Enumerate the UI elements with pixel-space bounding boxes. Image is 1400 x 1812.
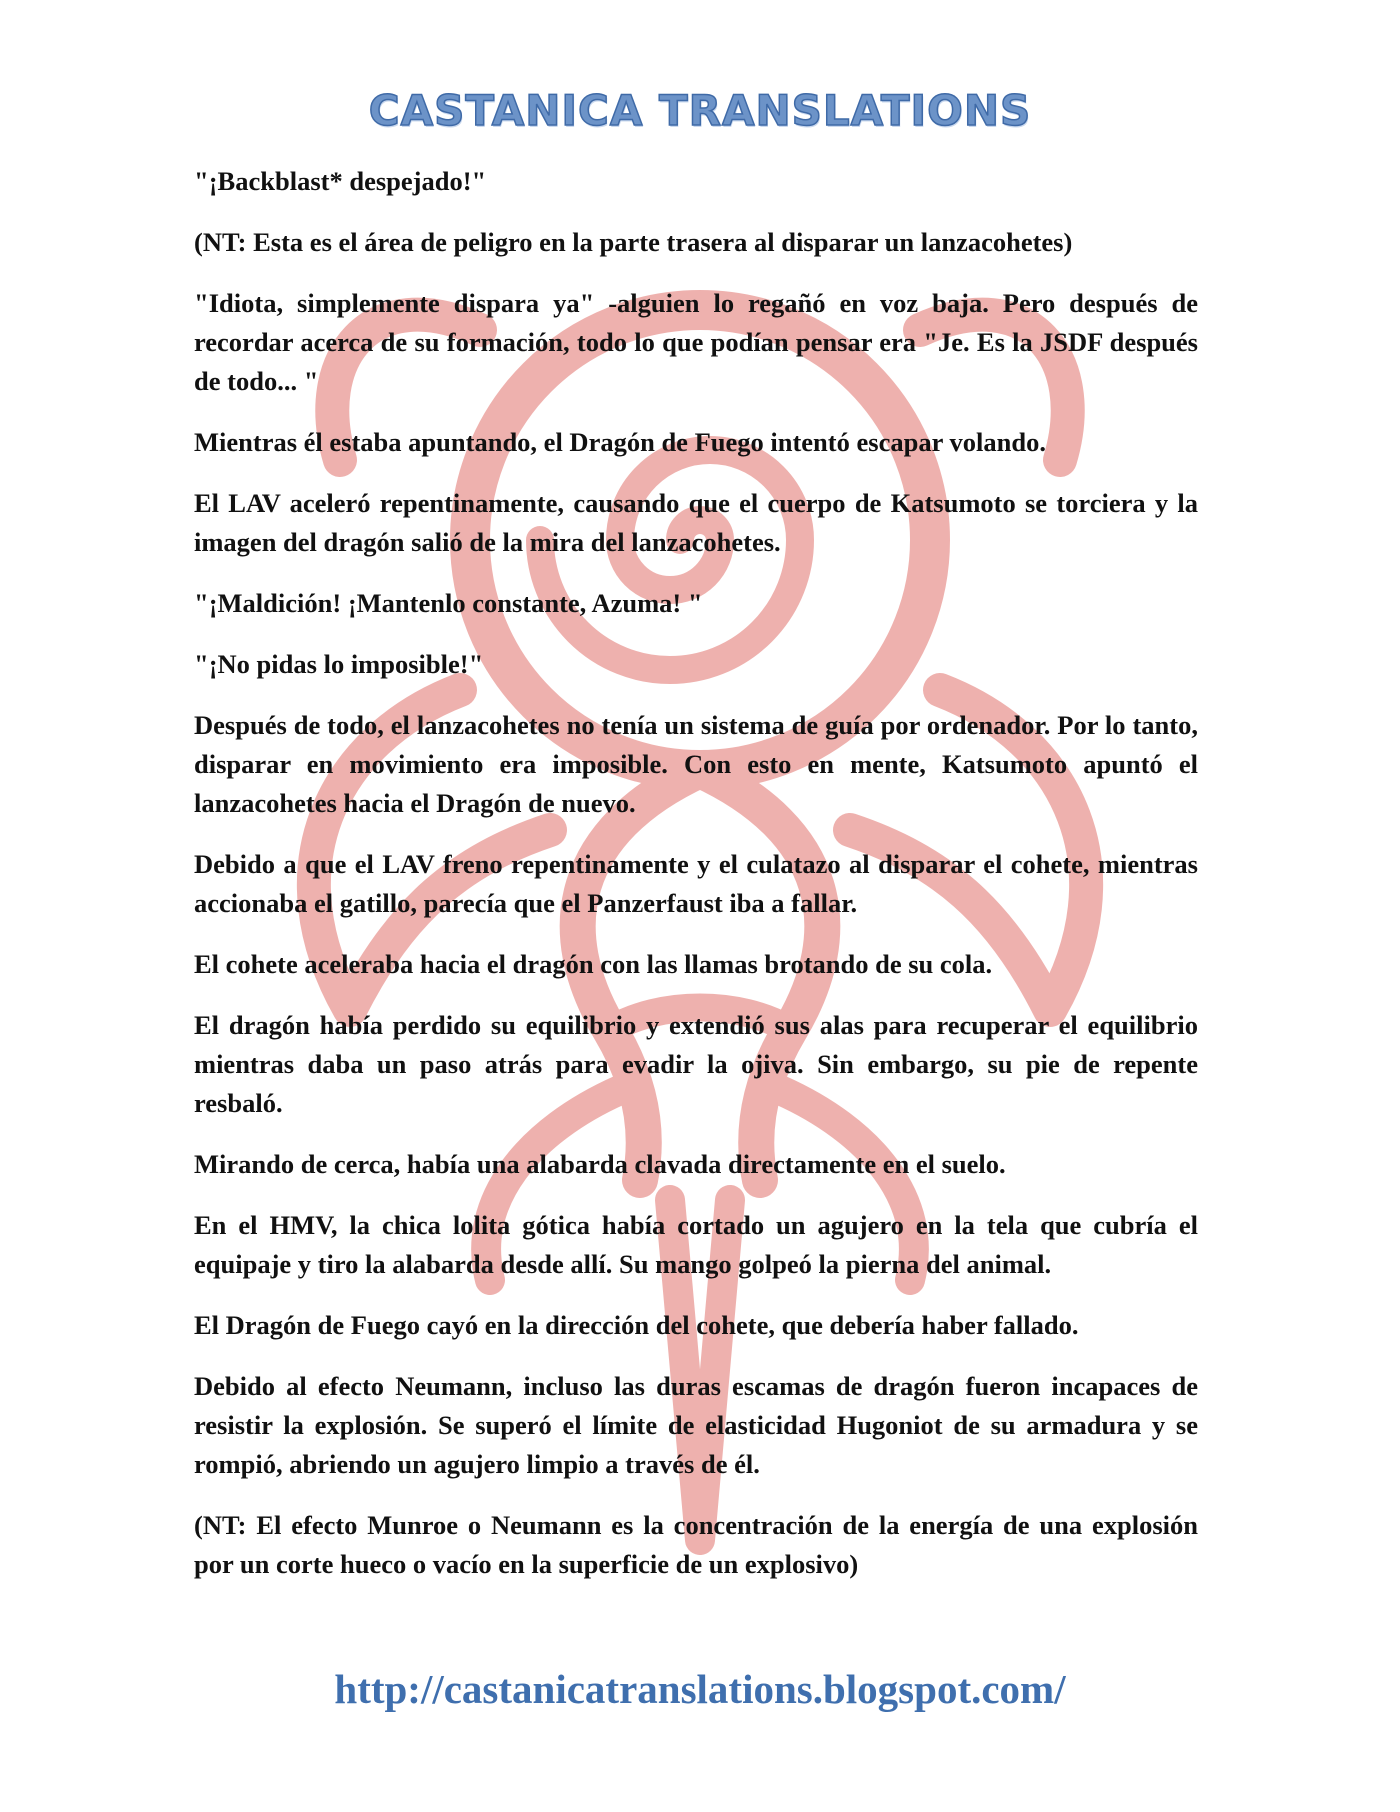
paragraph: "Idiota, simplemente dispara ya" -alguien lo regañó en voz baja. Pero después de recordar acerca de su formación, todo lo que podían pensar era "Je. Es la JSDF después de todo... " [194,288,1198,396]
paragraph: Debido a que el LAV freno repentinamente y el culatazo al disparar el cohete, mientras accionaba el gatillo, parecía que el Panzerfaust iba a fallar. [194,849,1198,918]
paragraph: "¡No pidas lo imposible!" [194,649,484,679]
page-footer [0,1665,1400,1713]
paragraph: (NT: El efecto Munroe o Neumann es la concentración de la energía de una explosión por un corte hueco o vacío en la superficie de un explosivo) [194,1510,1198,1579]
paragraph: "¡Maldición! ¡Mantenlo constante, Azuma! " [194,588,703,618]
paragraph: El cohete aceleraba hacia el dragón con las llamas brotando de su cola. [194,949,993,979]
paragraph: El Dragón de Fuego cayó en la dirección del cohete, que debería haber fallado. [194,1310,1079,1340]
page-header [0,86,1400,135]
paragraph: (NT: Esta es el área de peligro en la parte trasera al disparar un lanzacohetes) [194,227,1073,257]
paragraph: Después de todo, el lanzacohetes no tenía un sistema de guía por ordenador. Por lo tanto, disparar en movimiento era imposible. Con esto en mente, Katsumoto apuntó el lanzacohetes hacia el Dragón de nuevo. [194,710,1198,818]
paragraph: Mientras él estaba apuntando, el Dragón de Fuego intentó escapar volando. [194,427,1046,457]
paragraph: "¡Backblast* despejado!" [194,166,487,196]
blog-url-link[interactable]: http://castanicatranslations.blogspot.com/ [334,1666,1066,1712]
paragraph: Mirando de cerca, había una alabarda clavada directamente en el suelo. [194,1149,1006,1179]
paragraph: El dragón había perdido su equilibrio y extendió sus alas para recuperar el equilibrio mientras daba un paso atrás para evadir la ojiva. Sin embargo, su pie de repente resbaló. [194,1010,1198,1118]
site-title: CASTANICA TRANSLATIONS [368,86,1032,135]
chapter-text [194,162,1198,1606]
paragraph: Debido al efecto Neumann, incluso las duras escamas de dragón fueron incapaces de resistir la explosión. Se superó el límite de elasticidad Hugoniot de su armadura y se rompió, abriendo un agujero limpio a través de él. [194,1371,1198,1479]
paragraph: En el HMV, la chica lolita gótica había cortado un agujero en la tela que cubría el equipaje y tiro la alabarda desde allí. Su mango golpeó la pierna del animal. [194,1210,1198,1279]
paragraph: El LAV aceleró repentinamente, causando que el cuerpo de Katsumoto se torciera y la imagen del dragón salió de la mira del lanzacohetes. [194,488,1198,557]
